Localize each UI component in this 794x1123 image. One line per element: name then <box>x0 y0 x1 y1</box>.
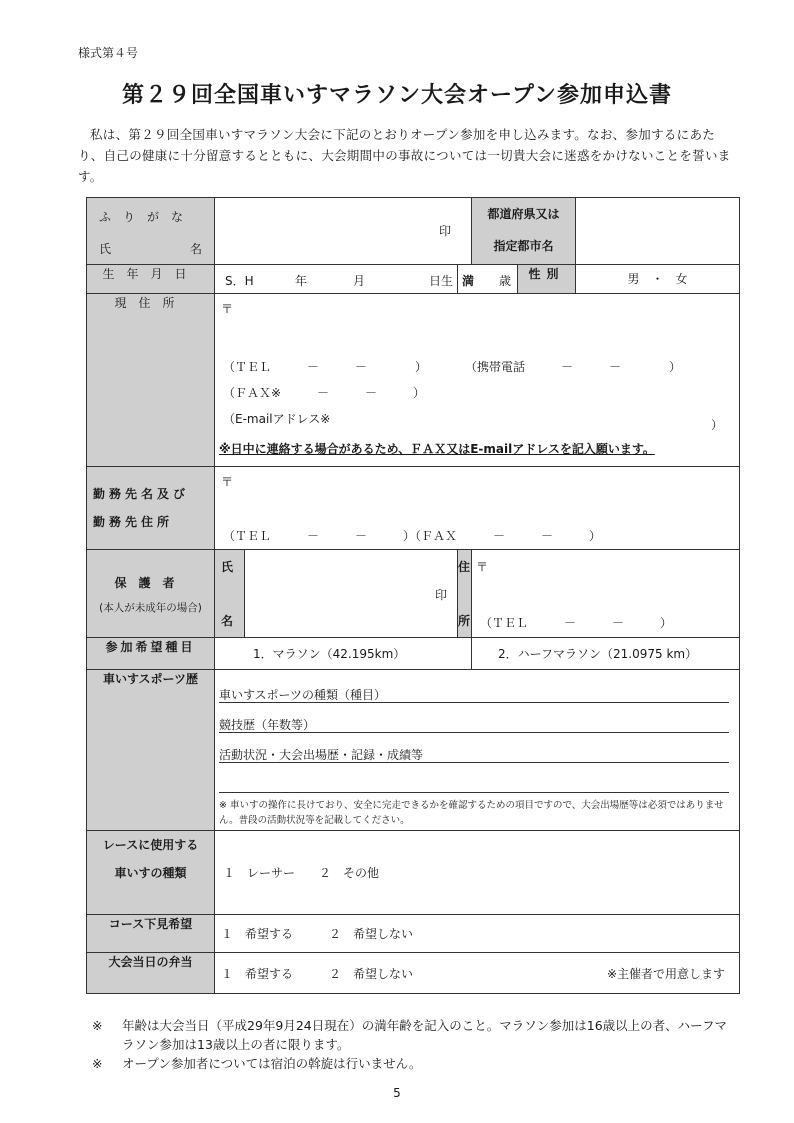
notes <box>92 1016 732 1073</box>
work-row <box>87 466 740 549</box>
age-label: 満 <box>462 274 475 289</box>
birth-row <box>87 265 740 294</box>
guardian-name-label: 氏 名 <box>215 550 245 638</box>
birth-year-unit: 年 <box>295 274 308 289</box>
address-row <box>87 293 740 466</box>
furigana-label: ふりがな <box>99 210 196 224</box>
note-1: ※ 年齢は大会当日（平成29年9月24日現在）の満年齢を記入のこと。マラソン参加は16歳以上の者、ハーフマラソン参加は13歳以上の者に限ります。 <box>92 1018 728 1052</box>
name-input[interactable] <box>215 198 472 265</box>
wheelchair-options[interactable]: １ レーサー ２ その他 <box>215 831 740 914</box>
gender-label: 性別 <box>518 265 576 294</box>
wheelchair-label-1: レースに使用する <box>102 838 199 853</box>
birth-day-unit: 日生 <box>428 274 453 289</box>
lunch-row <box>87 953 740 994</box>
sport-history-note: ※ 車いすの操作に長けており、安全に完走できるかを確認するための項目ですので、大会出場歴等は必須ではありません。普段の活動状況等を記載してください。 <box>219 800 724 827</box>
sport-history-input[interactable] <box>215 670 740 831</box>
guardian-row <box>87 550 740 638</box>
sport-history-label: 車いすスポーツ歴 <box>87 670 215 831</box>
guardian-label: 保護者 <box>114 576 187 591</box>
lunch-options[interactable]: １ 希望する ２ 希望しない ※主催者で用意します <box>215 953 740 994</box>
event-option-marathon[interactable]: 1．マラソン（42.195km） <box>215 637 472 670</box>
guardian-postal-mark: 〒 <box>476 560 489 575</box>
name-label-cell <box>87 198 215 265</box>
address-postal-mark: 〒 <box>221 301 234 316</box>
name-label-right: 名 <box>189 242 202 256</box>
birth-era: S．H <box>225 274 254 289</box>
application-form <box>86 197 740 994</box>
note-2: ※ オープン参加者については宿泊の斡旋は行いません。 <box>92 1056 422 1071</box>
page-number: 5 <box>393 1086 401 1100</box>
address-fax: （ＦＡＸ※ － － ） <box>223 385 426 400</box>
birth-month-unit: 月 <box>353 274 366 289</box>
work-label-2: 勤務先住所 <box>93 514 174 529</box>
sport-career-underline <box>219 732 729 733</box>
sport-activity-underline <box>219 762 729 763</box>
birth-label: 生年月日 <box>87 265 215 294</box>
address-email-close: ） <box>711 417 724 432</box>
course-preview-row <box>87 914 740 953</box>
guardian-tel: （ＴＥＬ － － ） <box>480 616 673 631</box>
address-email: （E-mailアドレス※ <box>223 411 331 426</box>
sport-career-line: 競技歴（年数等） <box>219 718 316 733</box>
wheelchair-row <box>87 831 740 914</box>
sport-history-row <box>87 670 740 831</box>
address-tel: （ＴＥＬ － － ） <box>223 359 428 374</box>
prefecture-input[interactable] <box>576 198 740 265</box>
birth-date-input[interactable] <box>215 265 458 294</box>
wheelchair-label-cell <box>87 831 215 914</box>
wheelchair-label-2: 車いすの種類 <box>114 866 187 881</box>
course-preview-options[interactable]: １ 希望する ２ 希望しない <box>215 914 740 953</box>
lunch-label: 大会当日の弁当 <box>87 953 215 994</box>
page-title: 第２９回全国車いすマラソン大会オープン参加申込書 <box>121 83 673 108</box>
form-number: 様式第４号 <box>78 46 139 60</box>
sport-type-underline <box>219 702 729 703</box>
work-input[interactable] <box>215 466 740 549</box>
event-option-half-marathon[interactable]: 2．ハーフマラソン（21.0975 km） <box>472 637 740 670</box>
course-preview-label: コース下見希望 <box>87 914 215 953</box>
guardian-seal: 印 <box>434 588 447 603</box>
sport-extra-underline <box>219 792 729 793</box>
guardian-sub: (本人が未成年の場合) <box>99 602 202 615</box>
name-label-left: 氏 <box>99 242 112 256</box>
work-label-1: 勤務先名及び <box>93 486 190 501</box>
guardian-address-label: 住 所 <box>458 550 472 638</box>
guardian-name-input[interactable] <box>245 550 458 638</box>
intro-text: 私は、第２９回全国車いすマラソン大会に下記のとおりオープン参加を申し込みます。なお、参加するにあたり、自己の健康に十分留意するとともに、大会期間中の事故については一切貴大会に迷惑をかけないことを誓います。 <box>78 127 731 184</box>
event-label: 参加希望種目 <box>87 637 215 670</box>
address-note: ※日中に連絡する場合があるため、ＦＡＸ又はE-mailアドレスを記入願います。 <box>219 441 655 456</box>
address-label: 現住所 <box>87 293 215 466</box>
lunch-note: ※主催者で用意します <box>606 967 726 982</box>
prefecture-label-2: 指定都市名 <box>493 239 554 253</box>
age-input[interactable] <box>458 265 518 294</box>
address-input[interactable] <box>215 293 740 466</box>
work-postal-mark: 〒 <box>221 474 234 489</box>
prefecture-label-cell <box>472 198 576 265</box>
gender-options[interactable]: 男 ・ 女 <box>576 265 740 294</box>
guardian-label-cell <box>87 550 215 638</box>
seal-mark: 印 <box>438 224 451 238</box>
guardian-address-input[interactable] <box>472 550 740 638</box>
work-label-cell <box>87 466 215 549</box>
address-mobile: （携帯電話 － － ） <box>465 359 682 374</box>
prefecture-label-1: 都道府県又は <box>487 207 560 221</box>
sport-activity-line: 活動状況・大会出場歴・記録・成績等 <box>219 748 424 763</box>
sport-type-line: 車いすスポーツの種類（種目） <box>219 688 387 703</box>
event-row <box>87 637 740 670</box>
age-unit: 歳 <box>498 274 511 289</box>
name-row <box>87 198 740 265</box>
work-tel-fax: （ＴＥＬ － － ）（ＦＡＸ － － ） <box>223 528 602 543</box>
